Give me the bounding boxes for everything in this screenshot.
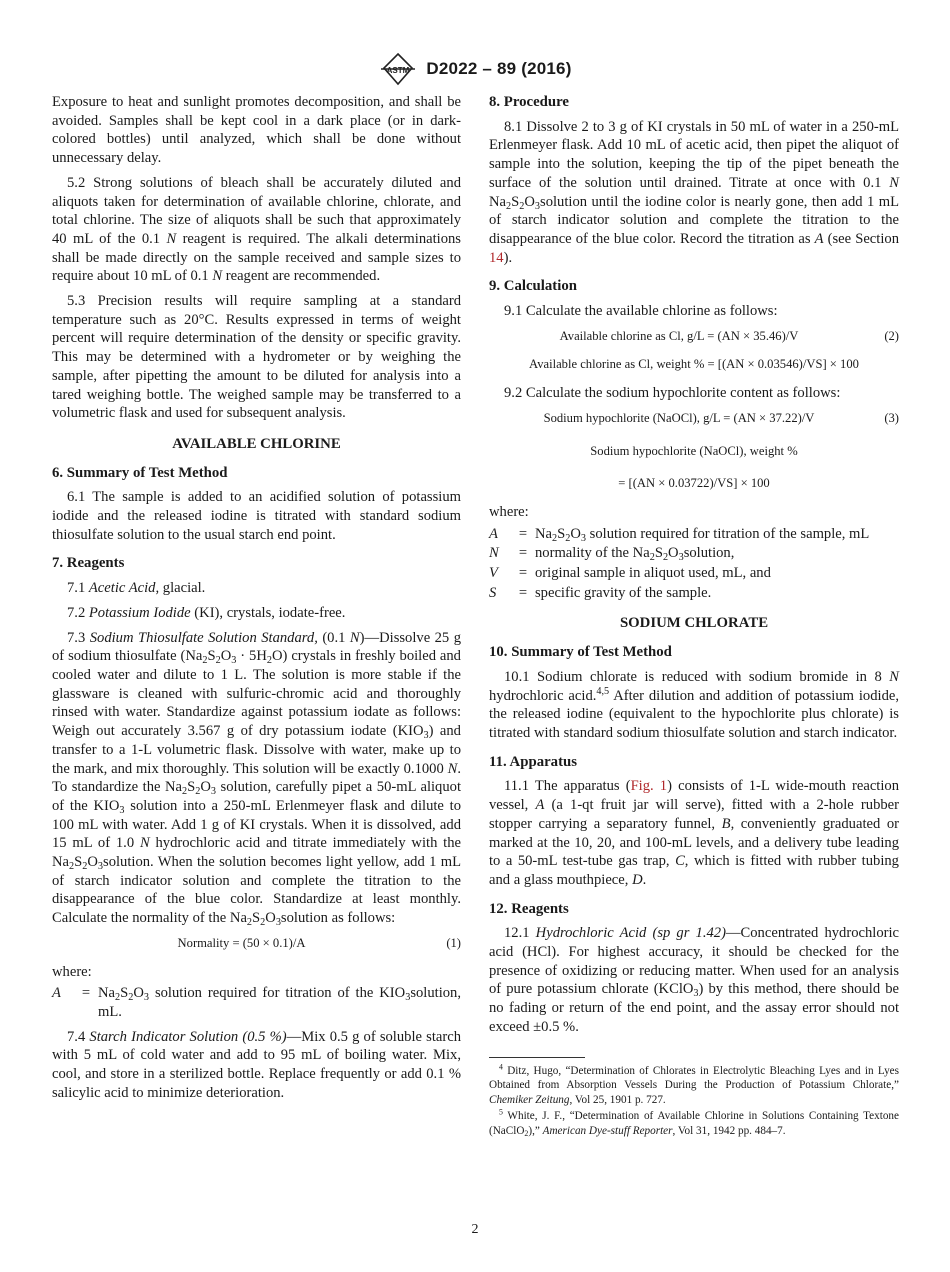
page-header xyxy=(0,52,950,86)
definition-N: N = normality of the $Na_2S_2O_3solution$, xyxy=(489,545,735,564)
paragraph-6-1: 6.1 The sample is added to an acidified solution of potassium iodide and the released iodine is titrated with standard sodium thiosulfate solution to the usual starch end point. xyxy=(52,489,461,543)
equation-2b: Available chlorine as Cl, weight % = [(AN × 0.03546)/VS] × 100 xyxy=(529,357,859,372)
paragraph-7-1: 7.1 Acetic Acid, glacial. xyxy=(67,580,206,597)
equation-3 xyxy=(489,409,899,428)
section-14-link[interactable]: 14 xyxy=(489,249,504,266)
section-12-title: 12. Reagents xyxy=(489,900,569,917)
section-heading-sodium-chlorate: SODIUM CHLORATE xyxy=(619,615,769,632)
definition-S: S = specific gravity of the sample. xyxy=(489,584,712,601)
equation-3-body: Sodium hypochlorite (NaOCl), g/L = (AN × 37.22)/V xyxy=(543,410,815,425)
equation-3c: = [(AN × 0.03722)/VS] × 100 xyxy=(618,476,770,491)
footnote-ref-4-5[interactable]: 4,5 xyxy=(596,685,610,697)
where-label-right: where: xyxy=(489,503,529,520)
definition-A-right: A = $Na_2S_2O_3$ solution required for titration of the sample, mL xyxy=(489,525,870,544)
paragraph-7-2: 7.2 Potassium Iodide (KI), crystals, iodate-free. xyxy=(67,604,346,621)
left-column xyxy=(52,93,461,1108)
footnote-5: $^5$ White, J. F., “Determination of Available Chlorine in Solutions Containing Textone (NaClO$_2$),” American Dye-stuff Reporter, Vol 31, 1942 pp. 484–7. xyxy=(489,1107,899,1139)
section-9-title: 9. Calculation xyxy=(489,278,577,295)
paragraph-5-1-continued: Exposure to heat and sunlight promotes decomposition, and shall be avoided. Samples shall be kept cool in a dark place (or in dark-colored bottles) until analyzed, which shall be done without unnecessary delay. xyxy=(52,94,461,167)
paragraph-5-2: 5.2 Strong solutions of bleach shall be accurately diluted and aliquots taken for determination of available chlorine, chlorate, and total chlorine. The size of aliquots shall be such that approximately 40 mL of the 0.1 N reagent is required. The alkali determinations shall be made directly on the sample received and sample sizes to require about 10 mL of 0.1 N reagent are recommended. xyxy=(52,174,461,285)
equation-3b: Sodium hypochlorite (NaOCl), weight % xyxy=(590,443,798,458)
section-8-title: 8. Procedure xyxy=(489,94,569,110)
section-6-title: 6. Summary of Test Method xyxy=(52,464,228,481)
equation-2-body: Available chlorine as Cl, g/L = (AN × 35.46)/V xyxy=(559,328,799,343)
paragraph-8-1: 8.1 Dissolve 2 to 3 g of KI crystals in 50 mL of water in a 250-mL Erlenmeyer flask. Add 10 mL of acetic acid, then pipet the aliquot of sample into the solution, keeping the tip of the pipet beneath the surface of the solution until drained. Titrate at once with 0.1 N $Na_2S_2O_3solution$ until the iodine color is nearly gone, then add 1 mL of starch indicator solution and complete the titration to the disappearance of the blue color. Record the titration as A (see Section 14). xyxy=(489,118,899,266)
section-7-title: 7. Reagents xyxy=(52,555,125,572)
paragraph-9-2: 9.2 Calculate the sodium hypochlorite content as follows: xyxy=(504,385,841,402)
definition-A: A = $Na_2S_2O_3$ solution required for titration of the $KIO_3solution$, mL. xyxy=(52,985,461,1020)
footnote-4: $^4$ Ditz, Hugo, “Determination of Chlorates in Electrolytic Bleaching Lyes and in Lyes Obtained from Absorption Vessels During the Production of Potassium Chlorate,” Chemiker Zeitung, Vol 25, 1901 p. 727. xyxy=(489,1061,899,1106)
svg-text:ASTM: ASTM xyxy=(387,66,410,75)
paragraph-10-1: 10.1 Sodium chlorate is reduced with sodium bromide in 8 N hydrochloric acid.$^{4,5}$ After dilution and addition of potassium iodide, the released iodine (equivalent to the hypochlorite plus chlorate) is titrated with standard sodium thiosulfate solution and starch indicator. xyxy=(489,668,899,741)
paragraph-12-1: 12.1 Hydrochloric Acid (sp gr 1.42)—Concentrated hydrochloric acid (HCl). For highest accuracy, it should be checked for the presence of oxidizing or reducing matter. When used for an analysis of pure potassium chlorate (KClO$_3$) by this method, there should be no fading or return of the end point, and the assay error should not exceed ±0.5 %. xyxy=(489,925,900,1035)
footnote-divider xyxy=(489,1057,585,1058)
figure-1-link[interactable]: Fig. 1 xyxy=(630,778,668,795)
section-heading-available-chlorine: AVAILABLE CHLORINE xyxy=(172,435,341,452)
paragraph-11-1: 11.1 The apparatus (Fig. 1) consists of 1-L wide-mouth reaction vessel, A (a 1-qt fruit jar will serve), fitted with a 2-hole rubber stopper carrying a separatory funnel, B, conveniently graduated or marked at the 10, 20, and 100-mL levels, and a delivery tube leading to a 50-mL test-tube gas trap, C, which is fitted with rubber tubing and a glass mouthpiece, D. xyxy=(489,778,899,888)
section-11-title: 11. Apparatus xyxy=(489,753,577,770)
equation-2-number: (2) xyxy=(884,328,899,343)
paragraph-7-4: 7.4 Starch Indicator Solution (0.5 %)—Mix 0.5 g of soluble starch with 5 mL of cold water and add to 95 mL of boiling water. Mix, cool, and store in a sterilized bottle. Replace frequently or add 0.1 % salicylic acid to minimize deterioration. xyxy=(52,1028,461,1101)
definition-V: V = original sample in aliquot used, mL, and xyxy=(489,565,771,582)
right-column xyxy=(489,93,899,1141)
astm-logo-icon xyxy=(378,52,418,86)
where-label: where: xyxy=(52,963,92,980)
paragraph-7-3: 7.3 Sodium Thiosulfate Solution Standard, (0.1 N)—Dissolve 25 g of sodium thiosulfate $(Na_2S_2O_3 \cdot 5H_2O)$ crystals in freshly boiled and cooled water and dilute to 1 L. The solution is more stable if the glassware is cleaned with sulfuric-chromic acid and thoroughly rinsed with water. Standardize against potassium iodate as follows: Weigh out accurately 3.567 g of dry potassium iodate $(KIO_3)$ and transfer to a 1-L volumetric flask. Dissolve with water, make up to the mark, and mix thoroughly. This solution will be exactly 0.1000 N. To standardize the $Na_2S_2O_3$ solution, carefully pipet a 50-mL aliquot of the $KIO_3$ solution into a 250-mL Erlenmeyer flask and dilute to 100 mL with water. Add 1 g of KI crystals. When it is dissolved, add 15 mL of 1.0 N hydrochloric acid and titrate immediately with the $Na_2S_2O_3solution$. When the solution becomes light yellow, add 1 mL of starch indicator solution and complete the titration to the disappearance of the blue color. Standardize at least monthly. Calculate the normality of the $Na_2S_2O_3solution$ as follows: xyxy=(52,629,462,928)
equation-1-body: Normality = (50 × 0.1)/A xyxy=(177,935,306,950)
section-10-title: 10. Summary of Test Method xyxy=(489,644,672,661)
paragraph-5-3: 5.3 Precision results will require sampling at a standard temperature such as 20°C. Results expressed in terms of weight percent will require determination of the density or specific gravity. This may be determined with a hydrometer or by weighing the sample, after pipetting the amount to be diluted for analysis into a tared weighing bottle. The weighed sample may be transferred to a volumetric flask and used for subsequent analysis. xyxy=(52,293,461,422)
equation-2 xyxy=(489,327,899,346)
equation-1-number: (1) xyxy=(446,935,461,950)
equation-1 xyxy=(52,934,461,953)
equation-3-number: (3) xyxy=(884,410,899,425)
paragraph-9-1: 9.1 Calculate the available chlorine as follows: xyxy=(504,303,778,320)
page-number: 2 xyxy=(471,1222,479,1237)
standard-designation: D2022 – 89 (2016) xyxy=(426,59,572,78)
